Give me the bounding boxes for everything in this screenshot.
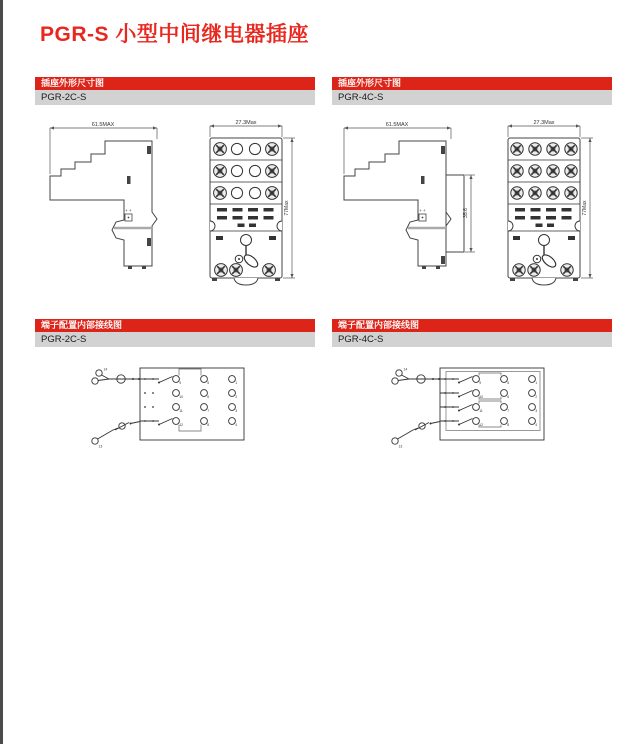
socket-side-outline (344, 141, 451, 266)
terminal-grid (173, 376, 236, 425)
coil-terminal-label: 13 (98, 444, 103, 449)
svg-text:3: 3 (535, 408, 538, 413)
svg-text:6: 6 (207, 394, 210, 399)
dim-front-width-label: 27.3Max (533, 120, 555, 126)
model-subheader: PGR-2C-S (35, 332, 315, 347)
svg-text:4: 4 (535, 422, 538, 427)
svg-text:9: 9 (479, 380, 482, 385)
page-edge-strip (0, 0, 3, 744)
svg-text:6: 6 (507, 394, 510, 399)
drawing-front-view-4c (494, 118, 596, 290)
svg-text:1: 1 (535, 380, 538, 385)
coil-terminal-label: 14 (403, 367, 408, 372)
terminal-grid (473, 376, 536, 425)
drawing-front-view-2c (196, 118, 298, 290)
svg-text:9: 9 (179, 380, 182, 385)
junction-dots (130, 378, 161, 426)
page-title: PGR-S 小型中间继电器插座 (40, 23, 309, 46)
model-subheader: PGR-2C-S (35, 90, 315, 105)
dim-side-depth-label: 35.6 (463, 208, 469, 218)
section-header: 插座外形尺寸图 (332, 77, 612, 90)
section-header: 插座外形尺寸图 (35, 77, 315, 90)
coil-terminal-label: 13 (398, 444, 403, 449)
svg-text:3: 3 (235, 408, 238, 413)
model-subheader: PGR-4C-S (332, 332, 612, 347)
wiring-diagram-4c (382, 360, 552, 456)
polarity-marks: + + (419, 208, 426, 213)
section-wiring-4c (332, 319, 612, 347)
wiring-diagram-2c (82, 360, 252, 456)
din-tab (532, 278, 556, 285)
svg-text:7: 7 (507, 408, 510, 413)
dim-front-width-label: 27.3Max (235, 120, 257, 126)
junction-dots (430, 378, 461, 426)
drawing-side-view-2c (46, 120, 161, 282)
deep-section-outline (446, 175, 464, 252)
svg-text:11: 11 (179, 408, 183, 413)
section-header: 端子配置内部接线图 (332, 319, 612, 332)
socket-side-outline (50, 141, 157, 266)
svg-text:11: 11 (479, 408, 483, 413)
svg-text:2: 2 (535, 394, 538, 399)
model-subheader: PGR-4C-S (332, 90, 612, 105)
coil-circuit (92, 367, 140, 444)
drawing-side-view-4c (340, 120, 480, 282)
svg-text:5: 5 (507, 380, 510, 385)
svg-text:5: 5 (207, 380, 210, 385)
dim-front-height-label: 77Max (582, 200, 588, 216)
section-outline-4c (332, 77, 612, 105)
section-wiring-2c (35, 319, 315, 347)
coil-circuit (392, 367, 440, 444)
dim-front-height-label: 77Max (284, 200, 290, 216)
coil-terminal-label: 14 (103, 367, 108, 372)
dim-side-width-label: 61.5MAX (385, 122, 409, 128)
din-tab (234, 278, 258, 285)
svg-text:12: 12 (479, 422, 484, 427)
svg-text:8: 8 (207, 422, 210, 427)
svg-text:4: 4 (235, 422, 238, 427)
svg-text:1: 1 (235, 380, 238, 385)
contact-rows (440, 373, 501, 427)
contact-rows (140, 369, 201, 431)
svg-text:2: 2 (235, 394, 238, 399)
dim-side-width-label: 61.5MAX (91, 122, 115, 128)
section-outline-2c (35, 77, 315, 105)
svg-text:12: 12 (179, 422, 184, 427)
svg-text:7: 7 (207, 408, 210, 413)
polarity-marks: + + (125, 208, 132, 213)
svg-text:10: 10 (179, 394, 184, 399)
svg-text:8: 8 (507, 422, 510, 427)
svg-text:10: 10 (479, 394, 484, 399)
section-header: 端子配置内部接线图 (35, 319, 315, 332)
